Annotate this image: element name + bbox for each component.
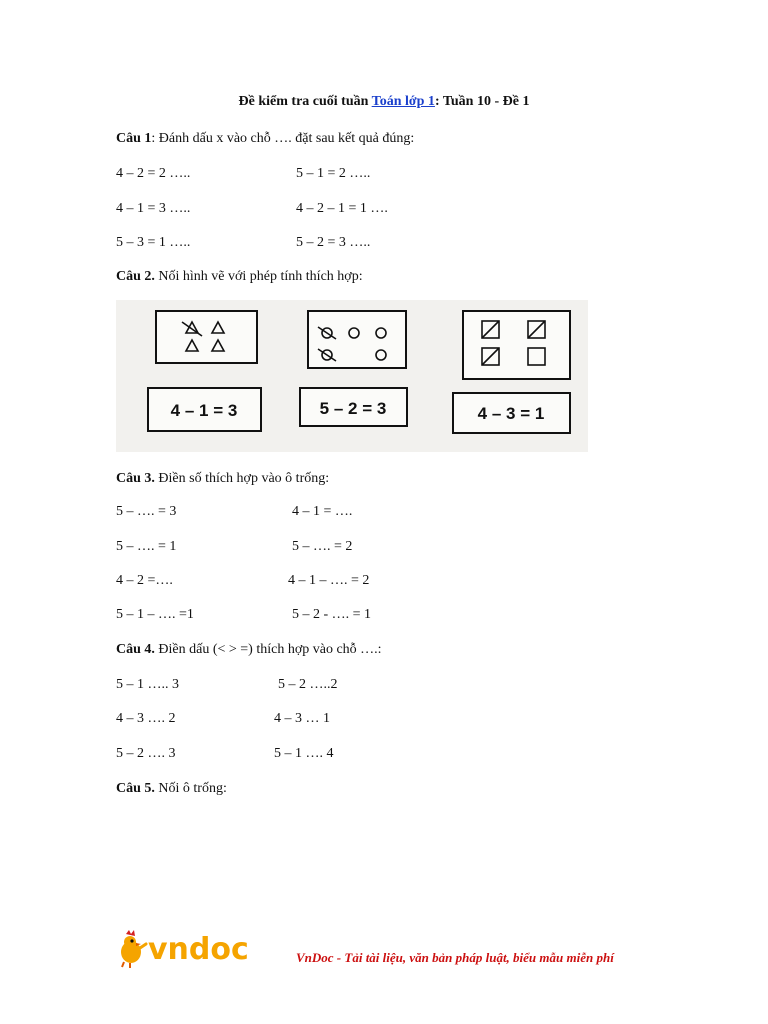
q3-item: 4 – 1 – …. = 2 [288, 573, 370, 588]
q3-item: 5 – 2 - …. = 1 [292, 607, 372, 622]
equation-label: 4 – 1 = 3 [170, 401, 238, 420]
triangle-picture-box [156, 311, 257, 363]
question-1-text: : Đánh dấu x vào chỗ …. đặt sau kết quả đúng: [151, 131, 415, 146]
q3-item: 5 – …. = 3 [116, 504, 177, 519]
q4-item: 5 – 2 …. 3 [116, 746, 176, 761]
title-link[interactable]: Toán lớp 1 [371, 94, 435, 109]
q1-item: 4 – 2 = 2 ….. [116, 166, 191, 181]
square-picture-box [463, 311, 570, 379]
footer-tagline: VnDoc - Tải tài liệu, văn bản pháp luật, biểu mẫu miễn phí [296, 950, 614, 965]
q1-item: 5 – 3 = 1 ….. [116, 235, 191, 250]
question-2-heading [116, 269, 363, 285]
matching-figure [116, 300, 588, 452]
q3-item: 4 – 2 =…. [116, 573, 173, 588]
q4-item: 4 – 3 …. 2 [116, 711, 176, 726]
circle-picture-box [308, 311, 406, 368]
equation-label: 5 – 2 = 3 [319, 399, 387, 418]
question-5-text: Nối ô trống: [154, 781, 227, 796]
q1-item: 4 – 1 = 3 ….. [116, 201, 191, 216]
title-prefix: Đề kiểm tra cuối tuần [238, 94, 372, 109]
q3-item: 5 – …. = 1 [116, 539, 177, 554]
question-2-label: Câu 2. [116, 269, 155, 284]
question-3-label: Câu 3. [116, 471, 155, 486]
q1-item: 4 – 2 – 1 = 1 …. [296, 201, 388, 216]
vndoc-logo[interactable] [116, 926, 266, 970]
question-5-heading [116, 781, 227, 797]
q3-item: 5 – …. = 2 [292, 539, 353, 554]
question-3-text: Điền số thích hợp vào ô trống: [154, 471, 330, 486]
q4-item: 5 – 1 …. 4 [274, 746, 334, 761]
q3-item: 5 – 1 – …. =1 [116, 607, 194, 622]
q4-item: 5 – 2 …..2 [278, 677, 338, 692]
q1-item: 5 – 1 = 2 ….. [296, 166, 371, 181]
q4-item: 4 – 3 … 1 [274, 711, 330, 726]
question-4-heading [116, 642, 382, 658]
question-3-heading [116, 471, 329, 487]
question-1-label: Câu 1 [116, 131, 152, 146]
chicken-mascot-icon [121, 930, 146, 968]
page-title [0, 94, 768, 110]
question-5-label: Câu 5. [116, 781, 155, 796]
q1-item: 5 – 2 = 3 ….. [296, 235, 371, 250]
question-4-text: Điền dấu (< > =) thích hợp vào chỗ ….: [154, 642, 382, 657]
logo-wordmark: vndoc [148, 932, 249, 967]
q3-item: 4 – 1 = …. [292, 504, 353, 519]
equation-label: 4 – 3 = 1 [477, 404, 545, 423]
question-2-text: Nối hình vẽ với phép tính thích hợp: [154, 269, 363, 284]
q4-item: 5 – 1 ….. 3 [116, 677, 179, 692]
question-1-heading [116, 131, 414, 147]
question-4-label: Câu 4. [116, 642, 155, 657]
title-suffix: : Tuần 10 - Đề 1 [434, 94, 530, 109]
